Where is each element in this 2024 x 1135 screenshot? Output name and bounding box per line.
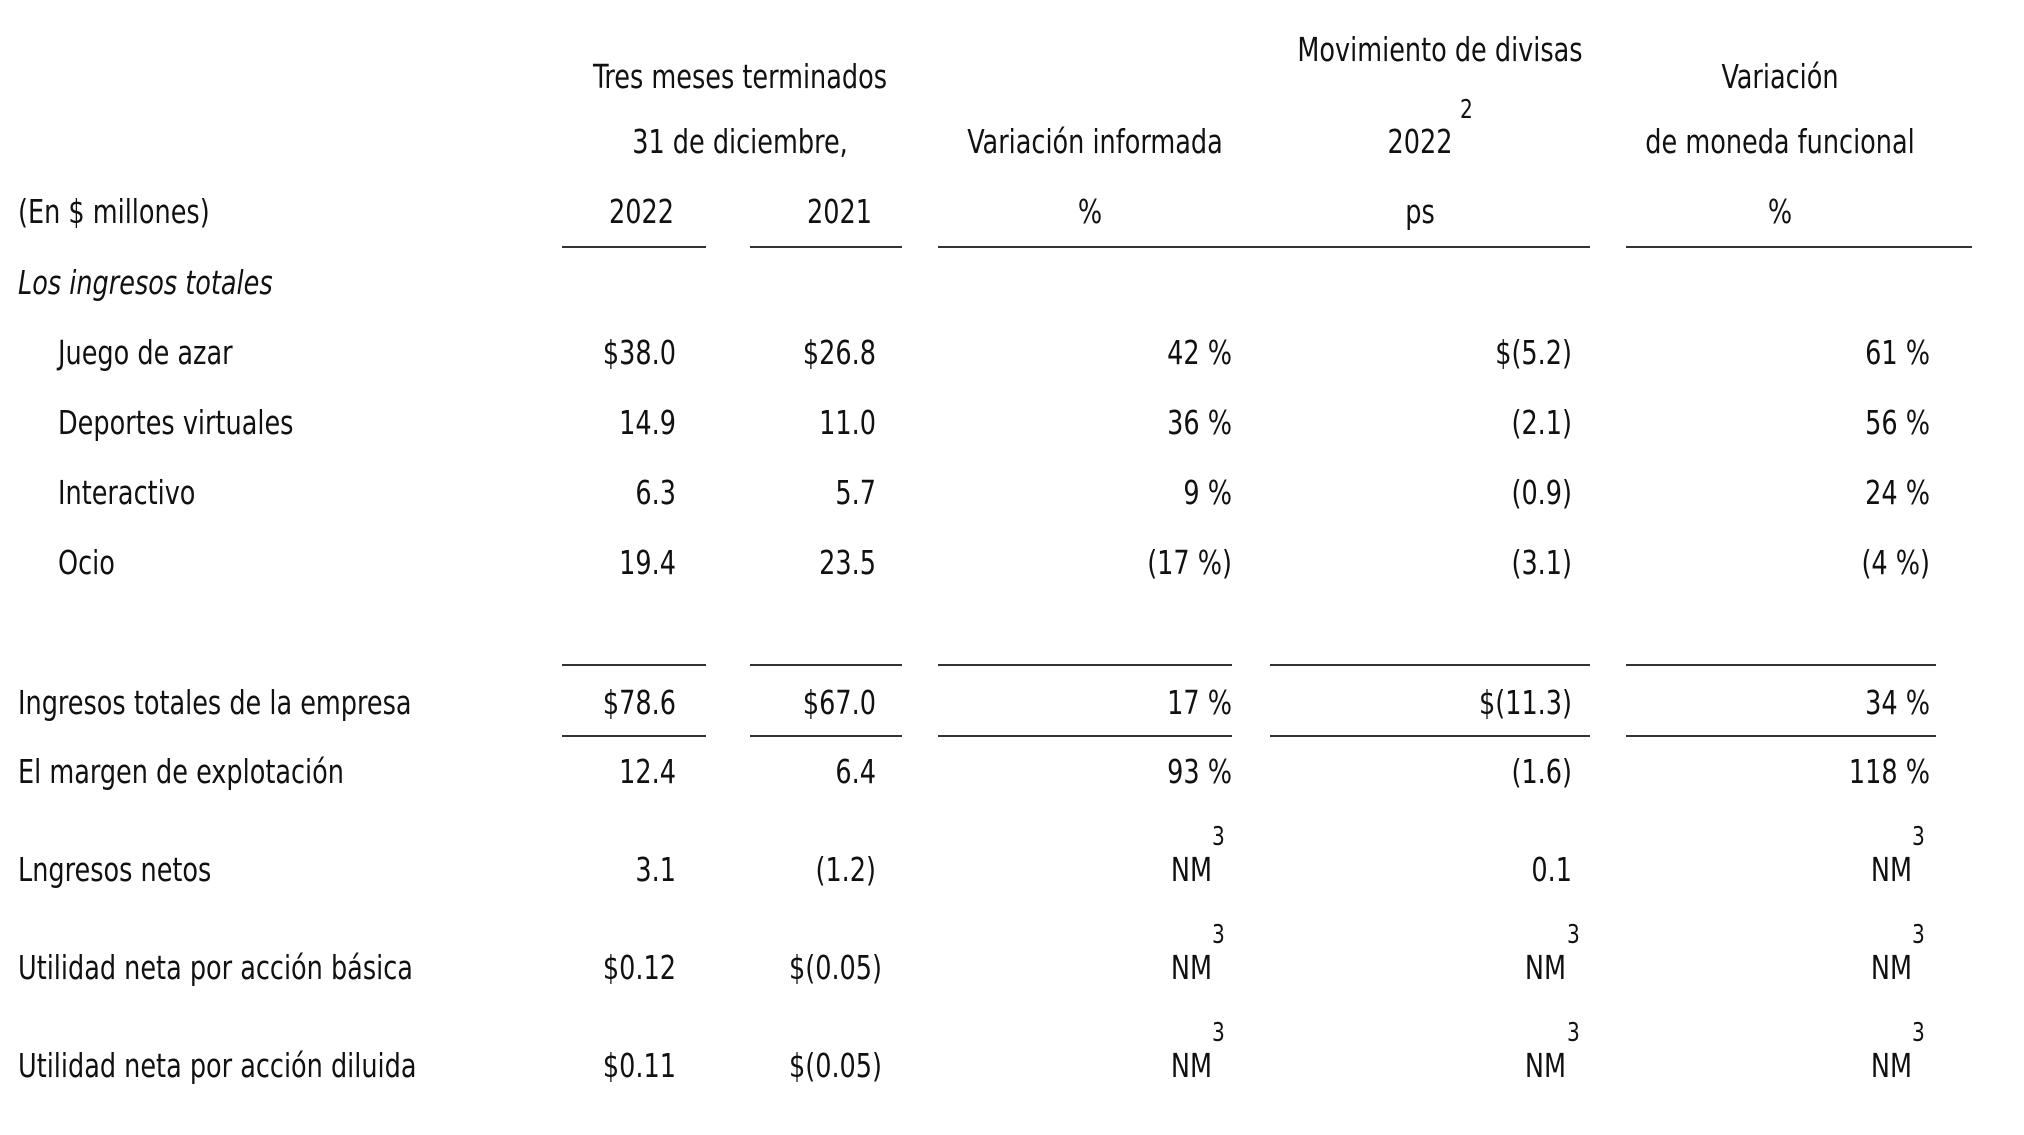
header-functional-line1: Variación (1721, 57, 1839, 96)
footnote-marker: 3 (1912, 822, 1925, 852)
rule-header-2022 (562, 246, 706, 248)
cell-2022: $38.0 (602, 333, 676, 372)
footnote-marker: 3 (1912, 920, 1925, 950)
cell-fx: (3.1) (1511, 543, 1572, 582)
cell-functional: NM (1870, 1046, 1912, 1085)
header-reported-unit: % (1077, 192, 1103, 231)
header-col-2021: 2021 (807, 192, 872, 231)
cell-reported: 17 % (1167, 683, 1232, 722)
cell-reported: NM (1170, 1046, 1212, 1085)
cell-2022: 6.3 (635, 473, 676, 512)
cell-2021: 5.7 (835, 473, 876, 512)
header-fx-movement: Movimiento de divisas (1297, 30, 1583, 69)
footnote-marker: 3 (1912, 1018, 1925, 1048)
cell-2022: 12.4 (619, 752, 676, 791)
cell-2022: $0.11 (602, 1046, 676, 1085)
cell-2021: $67.0 (802, 683, 876, 722)
row-label: Deportes virtuales (58, 403, 294, 442)
header-three-months-line1: Tres meses terminados (592, 57, 888, 96)
row-label: Ocio (58, 543, 115, 582)
row-label: Utilidad neta por acción básica (18, 948, 413, 987)
row-label: Ingresos totales de la empresa (18, 683, 412, 722)
header-functional-line2: de moneda funcional (1645, 122, 1915, 161)
cell-2021: $(0.05) (788, 948, 882, 987)
cell-fx: (0.9) (1511, 473, 1572, 512)
cell-2022: 14.9 (619, 403, 676, 442)
cell-2021: $26.8 (802, 333, 876, 372)
footnote-marker: 3 (1567, 1018, 1580, 1048)
cell-reported: NM (1170, 850, 1212, 889)
cell-functional: 61 % (1865, 333, 1930, 372)
rule-header-functional (1626, 246, 1972, 248)
section-title: Los ingresos totales (18, 263, 273, 302)
cell-fx: $(11.3) (1478, 683, 1572, 722)
cell-reported: NM (1170, 948, 1212, 987)
footnote-marker: 3 (1567, 920, 1580, 950)
cell-2022: $78.6 (602, 683, 676, 722)
rule-subtotal (1270, 664, 1590, 666)
cell-reported: 9 % (1183, 473, 1232, 512)
footnote-marker: 3 (1212, 1018, 1225, 1048)
rule-subtotal (562, 664, 706, 666)
row-label: Juego de azar (58, 333, 233, 372)
rule-total (562, 735, 706, 737)
header-fx-unit: ps (1405, 192, 1435, 231)
cell-2021: $(0.05) (788, 1046, 882, 1085)
cell-2021: 23.5 (819, 543, 876, 582)
rule-subtotal (750, 664, 902, 666)
cell-functional: NM (1870, 948, 1912, 987)
cell-functional: NM (1870, 850, 1912, 889)
rule-header-reported-fx (938, 246, 1590, 248)
cell-functional: 34 % (1865, 683, 1930, 722)
cell-fx: 0.1 (1531, 850, 1572, 889)
cell-reported: (17 %) (1147, 543, 1232, 582)
header-col-2022: 2022 (609, 192, 674, 231)
header-fx-year: 2022 (1387, 122, 1453, 161)
rule-header-2021 (750, 246, 902, 248)
cell-2022: 3.1 (635, 850, 676, 889)
cell-functional: (4 %) (1861, 543, 1930, 582)
cell-fx: (2.1) (1511, 403, 1572, 442)
cell-2021: 6.4 (835, 752, 876, 791)
units-label: (En $ millones) (18, 192, 210, 231)
header-functional-unit: % (1767, 192, 1793, 231)
cell-reported: 93 % (1167, 752, 1232, 791)
rule-total (938, 735, 1232, 737)
header-three-months-line2: 31 de diciembre, (632, 122, 848, 161)
cell-fx: $(5.2) (1495, 333, 1572, 372)
cell-fx: NM (1524, 948, 1566, 987)
rule-total (750, 735, 902, 737)
header-reported-variation: Variación informada (967, 122, 1223, 161)
footnote-marker: 3 (1212, 920, 1225, 950)
row-label: Utilidad neta por acción diluida (18, 1046, 417, 1085)
row-label: Lngresos netos (18, 850, 212, 889)
rule-subtotal (1626, 664, 1936, 666)
cell-2021: 11.0 (819, 403, 876, 442)
row-label: El margen de explotación (18, 752, 344, 791)
header-fx-footnote: 2 (1460, 95, 1473, 125)
cell-functional: 56 % (1865, 403, 1930, 442)
cell-reported: 42 % (1167, 333, 1232, 372)
cell-functional: 24 % (1865, 473, 1930, 512)
rule-total (1270, 735, 1590, 737)
cell-2022: $0.12 (602, 948, 676, 987)
row-label: Interactivo (58, 473, 196, 512)
cell-fx: NM (1524, 1046, 1566, 1085)
cell-fx: (1.6) (1511, 752, 1572, 791)
rule-total (1626, 735, 1936, 737)
cell-2021: (1.2) (815, 850, 876, 889)
cell-reported: 36 % (1167, 403, 1232, 442)
cell-functional: 118 % (1848, 752, 1930, 791)
cell-2022: 19.4 (619, 543, 676, 582)
footnote-marker: 3 (1212, 822, 1225, 852)
rule-subtotal (938, 664, 1232, 666)
